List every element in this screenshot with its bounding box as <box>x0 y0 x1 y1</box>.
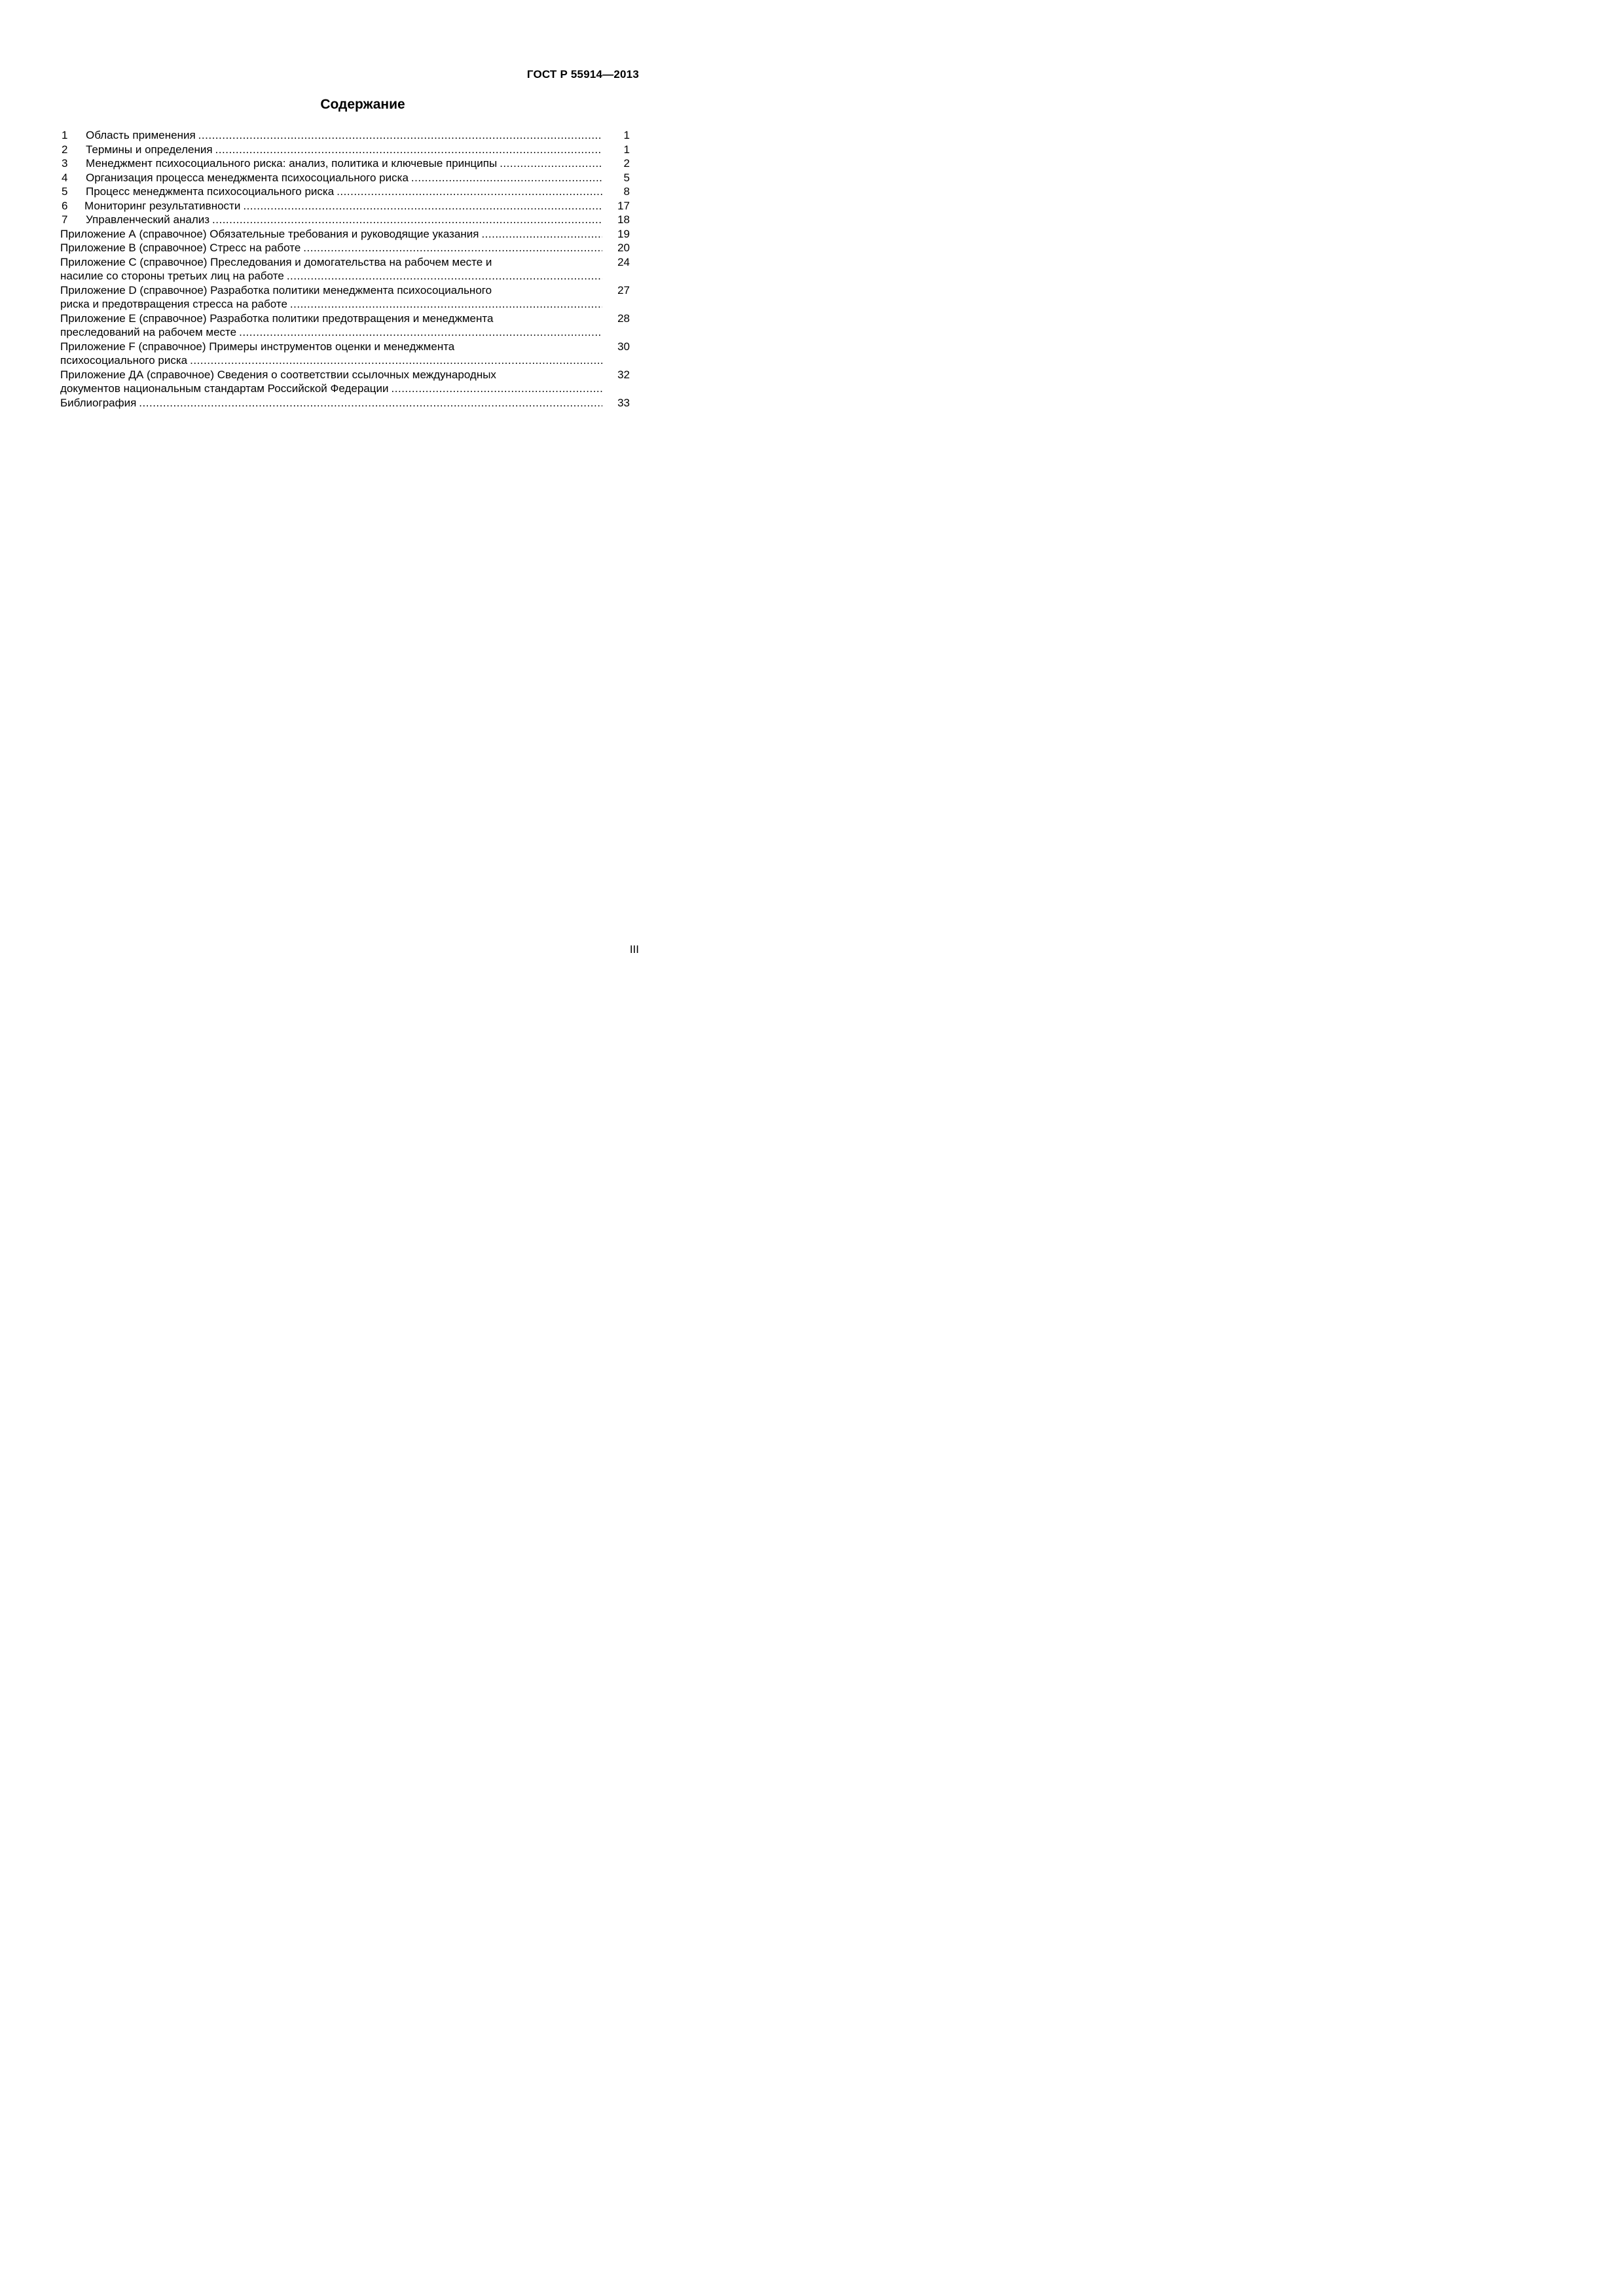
toc-entry-number: 7 <box>62 213 68 226</box>
toc-entry-title: Приложение А (справочное) Обязательные требования и руководящие указания <box>60 227 479 240</box>
toc-entry[interactable] <box>60 368 630 396</box>
toc-entry[interactable] <box>60 143 630 157</box>
toc-entry-number: 6 <box>62 199 68 212</box>
dot-leader <box>481 227 602 242</box>
dot-leader <box>290 297 602 312</box>
toc-entry[interactable] <box>60 213 630 227</box>
toc-entry-page: 18 <box>617 213 630 226</box>
toc-entry[interactable] <box>60 340 630 368</box>
dot-leader <box>243 199 602 213</box>
toc-entry[interactable] <box>60 199 630 213</box>
toc-entry-title-continuation: насилие со стороны третьих лиц на работе <box>60 270 284 282</box>
toc-entry-title: Процесс менеджмента психосоциального риска <box>86 185 335 198</box>
toc-entry-title: Приложение ДА (справочное) Сведения о соответствии ссылочных международных <box>60 368 496 381</box>
toc-entry-title-continuation: психосоциального риска <box>60 354 188 367</box>
dot-leader <box>239 325 602 340</box>
dot-leader <box>287 269 602 283</box>
toc-entry[interactable] <box>60 185 630 199</box>
toc-entry-page: 32 <box>617 368 630 381</box>
toc-entry-number: 5 <box>62 185 68 198</box>
dot-leader <box>139 396 602 410</box>
toc-entry-page: 30 <box>617 340 630 353</box>
toc-entry-title: Термины и определения <box>86 143 213 156</box>
toc-entry-page: 33 <box>617 396 630 409</box>
page-title: Содержание <box>320 97 405 112</box>
toc-entry-page: 24 <box>617 255 630 268</box>
toc-entry-number: 1 <box>62 129 68 141</box>
dot-leader <box>190 353 602 368</box>
toc-entry-page: 27 <box>617 283 630 296</box>
toc-entry-title: Организация процесса менеджмента психосоциального риска <box>86 171 409 184</box>
toc-entry-page: 19 <box>617 227 630 240</box>
dot-leader <box>337 185 602 199</box>
toc-entry[interactable] <box>60 227 630 242</box>
toc-entry-number: 3 <box>62 157 68 170</box>
toc-entry[interactable] <box>60 171 630 185</box>
dot-leader <box>212 213 602 227</box>
toc-entry[interactable] <box>60 283 630 312</box>
dot-leader <box>198 128 602 143</box>
toc-entry-title: Приложение Е (справочное) Разработка политики предотвращения и менеджмента <box>60 312 494 325</box>
toc-entry-page: 2 <box>623 157 630 170</box>
table-of-contents <box>60 128 630 410</box>
toc-entry-number: 2 <box>62 143 68 156</box>
toc-entry-page: 1 <box>623 129 630 141</box>
toc-entry-number: 4 <box>62 171 68 184</box>
toc-entry[interactable] <box>60 241 630 255</box>
dot-leader <box>500 156 602 171</box>
toc-entry-title: Библиография <box>60 396 137 409</box>
toc-entry-title: Управленческий анализ <box>86 213 210 226</box>
toc-entry[interactable] <box>60 312 630 340</box>
toc-entry-title-continuation: документов национальным стандартам Российской Федерации <box>60 382 389 395</box>
toc-entry[interactable] <box>60 128 630 143</box>
toc-entry-page: 20 <box>617 242 630 254</box>
toc-entry-page: 5 <box>623 171 630 184</box>
toc-entry-title: Приложение F (справочное) Примеры инструментов оценки и менеджмента <box>60 340 455 353</box>
toc-entry-title-continuation: риска и предотвращения стресса на работе <box>60 298 287 310</box>
toc-entry-page: 8 <box>623 185 630 198</box>
dot-leader <box>411 171 602 185</box>
toc-entry-title: Приложение D (справочное) Разработка политики менеджмента психосоциального <box>60 283 492 296</box>
toc-entry-page: 1 <box>623 143 630 156</box>
page-number: III <box>629 943 639 956</box>
toc-entry-title: Область применения <box>86 129 196 141</box>
dot-leader <box>392 382 602 396</box>
toc-entry[interactable] <box>60 396 630 410</box>
toc-entry-title-continuation: преследований на рабочем месте <box>60 326 237 338</box>
toc-entry[interactable] <box>60 255 630 283</box>
toc-entry-page: 17 <box>617 199 630 212</box>
toc-entry-title: Менеджмент психосоциального риска: анализ, политика и ключевые принципы <box>86 157 498 170</box>
dot-leader <box>303 241 602 255</box>
document-designation: ГОСТ Р 55914—2013 <box>526 68 639 81</box>
dot-leader <box>215 143 602 157</box>
toc-entry[interactable] <box>60 156 630 171</box>
toc-entry-page: 28 <box>617 312 630 325</box>
toc-entry-title: Приложение С (справочное) Преследования и домогательства на рабочем месте и <box>60 255 492 268</box>
toc-entry-title: Приложение В (справочное) Стресс на работе <box>60 242 301 254</box>
toc-entry-title: Мониторинг результативности <box>84 199 241 212</box>
